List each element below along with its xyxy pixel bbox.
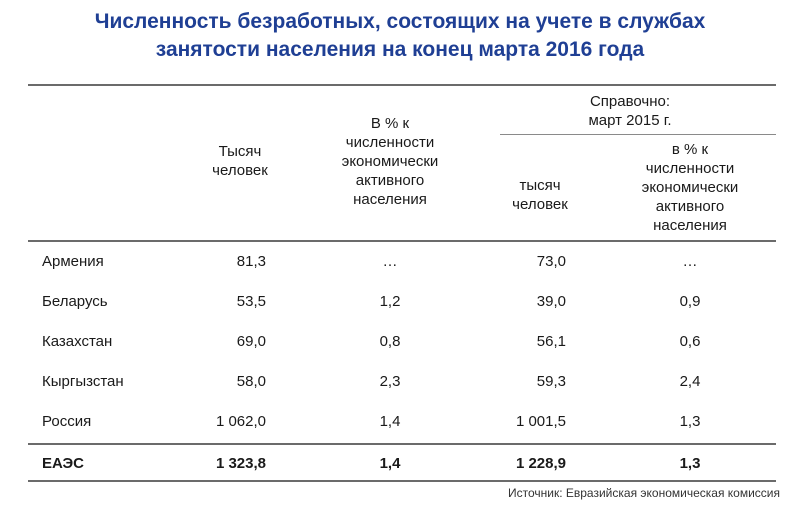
header-2015-percent: в % к численности экономически активного населения <box>641 141 739 234</box>
row-value-percent: 2,3 <box>379 373 401 390</box>
row-value-thousands: 58,0 <box>236 373 266 390</box>
title-line-1: Численность безработных, состоящих на учете в службах <box>94 10 706 33</box>
row-value-percent: 0,8 <box>379 333 401 350</box>
group-underline <box>500 134 776 135</box>
row-value-2015-thousands: 39,0 <box>536 293 566 310</box>
row-value-percent: 1,2 <box>379 293 401 310</box>
row-value-2015-thousands: 73,0 <box>536 253 566 270</box>
header-2015-thousand-people: тысяч человек <box>512 177 568 213</box>
row-value-2015-percent: … <box>682 253 698 270</box>
row-country: Армения <box>42 253 104 270</box>
row-country: Кыргызстан <box>42 373 124 390</box>
row-value-2015-percent: 0,6 <box>679 333 701 350</box>
row-value-thousands: 81,3 <box>236 253 266 270</box>
total-value-2015-percent: 1,3 <box>679 455 701 472</box>
total-separator-rule <box>28 443 776 445</box>
row-value-thousands: 1 062,0 <box>215 413 266 430</box>
total-value-2015-thousands: 1 228,9 <box>515 455 566 472</box>
page-title <box>0 8 800 64</box>
row-value-thousands: 53,5 <box>236 293 266 310</box>
row-country: Беларусь <box>42 293 108 310</box>
row-value-percent: … <box>382 253 398 270</box>
row-value-2015-thousands: 59,3 <box>536 373 566 390</box>
total-value-thousands: 1 323,8 <box>215 455 266 472</box>
total-value-percent: 1,4 <box>379 455 401 472</box>
title-line-2: занятости населения на конец марта 2016 года <box>155 38 645 61</box>
row-value-2015-thousands: 56,1 <box>536 333 566 350</box>
header-group-reference: Справочно: март 2015 г. <box>588 93 672 129</box>
table-bottom-rule <box>28 480 776 482</box>
row-value-2015-percent: 2,4 <box>679 373 701 390</box>
row-value-2015-percent: 1,3 <box>679 413 701 430</box>
header-thousand-people: Тысяч человек <box>212 143 268 179</box>
row-country: Казахстан <box>42 333 113 350</box>
source-note: Источник: Евразийская экономическая комиссия <box>507 486 780 500</box>
row-value-2015-percent: 0,9 <box>679 293 701 310</box>
total-label: ЕАЭС <box>42 455 84 472</box>
header-percent-active-population: В % к численности экономически активного населения <box>341 115 439 208</box>
row-value-percent: 1,4 <box>379 413 401 430</box>
row-country: Россия <box>42 413 92 430</box>
header-bottom-rule <box>28 240 776 242</box>
row-value-2015-thousands: 1 001,5 <box>515 413 566 430</box>
table-top-rule <box>28 84 776 86</box>
row-value-thousands: 69,0 <box>236 333 266 350</box>
